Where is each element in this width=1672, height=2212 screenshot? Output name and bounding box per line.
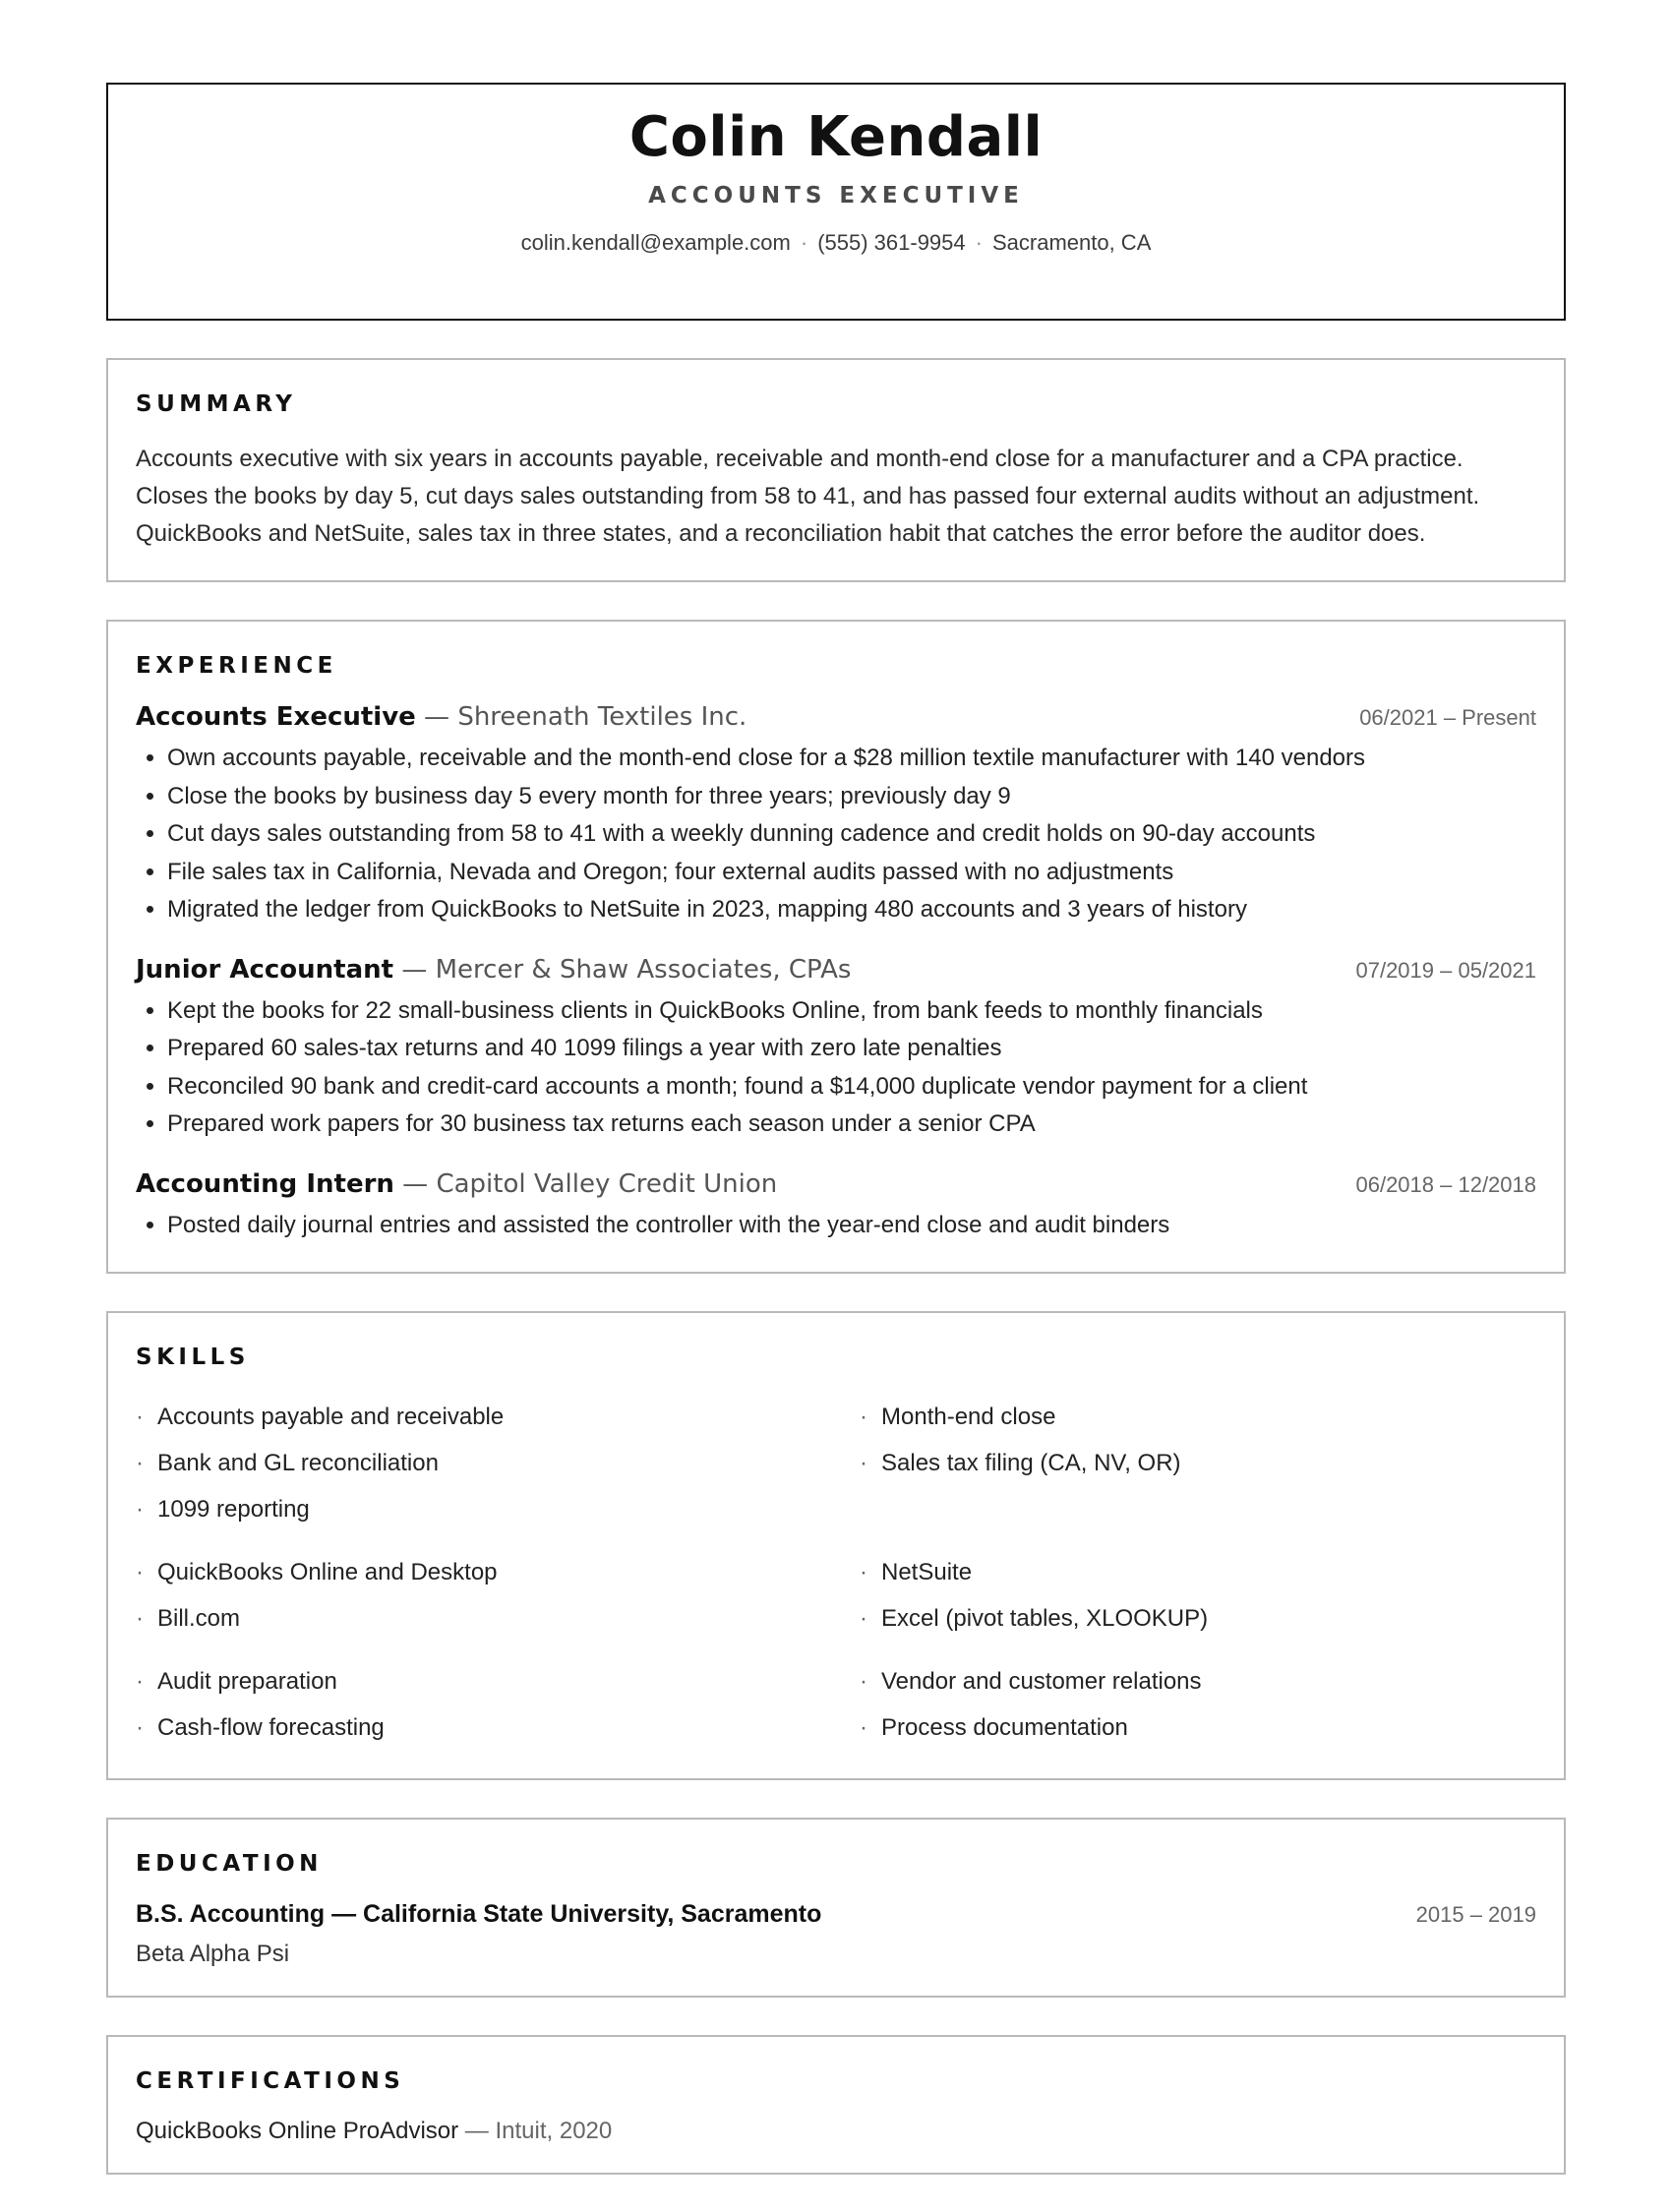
skill-group-gap	[136, 1642, 1583, 1658]
bullet-dot: ·	[136, 1404, 144, 1430]
bullet-dot: ·	[860, 1450, 867, 1476]
skill-label: 1099 reporting	[157, 1496, 310, 1523]
education-entry	[136, 1900, 1536, 1929]
job-bullet: • Posted daily journal entries and assisted the controller with the year-end close and audit binders	[167, 1207, 1536, 1245]
bullet-dot: ·	[136, 1559, 144, 1585]
job-dates: 06/2021 – Present	[1359, 705, 1536, 730]
bullet-dot: ·	[136, 1668, 144, 1695]
skill-item	[136, 1394, 860, 1440]
education-honor: Beta Alpha Psi	[136, 1941, 290, 1967]
skills-section	[106, 1311, 1566, 1780]
section-heading-summary: SUMMARY	[136, 391, 297, 417]
bullet-dot: ·	[136, 1714, 144, 1741]
skill-item	[860, 1440, 1583, 1486]
job-dates: 07/2019 – 05/2021	[1355, 957, 1536, 983]
job-bullet: • Prepared work papers for 30 business tax returns each season under a senior CPA	[167, 1106, 1536, 1144]
job-title-line	[136, 702, 746, 732]
candidate-name: Colin Kendall	[628, 105, 1044, 169]
skill-label: QuickBooks Online and Desktop	[157, 1559, 498, 1585]
skill-item	[136, 1486, 860, 1532]
summary-text: Accounts executive with six years in accounts payable, receivable and month-end close for a manufacturer and a CPA practice. Closes the books by day 5, cut days sales outstanding from 58 to 41, and has passed four external audits without an adjustment. QuickBooks and NetSuite, sales tax in three states, and a reconciliation habit that catches the error before the auditor does.	[136, 446, 1480, 547]
job-entry	[136, 955, 1536, 1144]
job-title: Junior Accountant	[136, 954, 394, 985]
job-bullets	[136, 1207, 1536, 1245]
job-bullets	[136, 740, 1536, 929]
summary-section	[106, 358, 1566, 582]
resume-page	[106, 83, 1566, 2212]
skill-item	[860, 1595, 1583, 1642]
email-link[interactable]: colin.kendall@example.com	[520, 230, 791, 255]
section-heading-certifications: CERTIFICATIONS	[136, 2068, 405, 2094]
skill-label: Vendor and customer relations	[881, 1668, 1202, 1695]
skill-label: Audit preparation	[157, 1668, 337, 1695]
job-header	[136, 702, 1536, 732]
job-employer: — Capitol Valley Credit Union	[393, 1168, 778, 1199]
certification-issuer: — Intuit, 2020	[458, 2118, 613, 2144]
bullet-dot: ·	[860, 1668, 867, 1695]
skill-item	[860, 1549, 1583, 1595]
certification-list	[136, 2118, 1536, 2145]
phone-number[interactable]: (555) 361-9954	[817, 230, 966, 255]
bullet-dot: ·	[860, 1605, 867, 1632]
job-bullet: • Own accounts payable, receivable and the month-end close for a $28 million textile manufacturer with 140 vendors	[167, 740, 1536, 778]
skill-item	[136, 1658, 860, 1704]
job-employer: — Mercer & Shaw Associates, CPAs	[393, 954, 852, 985]
job-title: Accounts Executive	[136, 702, 416, 732]
job-entry	[136, 702, 1536, 929]
job-bullet: • Prepared 60 sales-tax returns and 40 1099 filings a year with zero late penalties	[167, 1030, 1536, 1068]
candidate-title: ACCOUNTS EXECUTIVE	[648, 183, 1024, 209]
separator-dot: ·	[800, 230, 808, 255]
resume-header	[106, 83, 1566, 321]
skill-label: NetSuite	[881, 1559, 973, 1585]
skill-label: Cash-flow forecasting	[157, 1714, 385, 1741]
section-heading-experience: EXPERIENCE	[136, 653, 337, 679]
job-bullet: • Reconciled 90 bank and credit-card accounts a month; found a $14,000 duplicate vendor payment for a client	[167, 1068, 1536, 1106]
degree: B.S. Accounting — California State University, Sacramento	[136, 1900, 822, 1928]
bullet-dot: ·	[860, 1404, 867, 1430]
certifications-section	[106, 2035, 1566, 2175]
job-header	[136, 1169, 1536, 1199]
contact-line	[136, 230, 1536, 256]
skill-item	[860, 1704, 1583, 1751]
job-header	[136, 955, 1536, 985]
skill-label: Sales tax filing (CA, NV, OR)	[881, 1450, 1181, 1476]
skill-item	[860, 1394, 1583, 1440]
skill-item	[136, 1595, 860, 1642]
job-entry	[136, 1169, 1536, 1245]
location: Sacramento, CA	[991, 230, 1152, 255]
separator-dot: ·	[975, 230, 983, 255]
education-dates: 2015 – 2019	[1415, 1902, 1536, 1927]
bullet-dot: ·	[860, 1559, 867, 1585]
certification-name: QuickBooks Online ProAdvisor	[136, 2118, 459, 2144]
job-bullets	[136, 992, 1536, 1144]
skill-label: Month-end close	[881, 1404, 1056, 1430]
job-title: Accounting Intern	[136, 1168, 394, 1199]
job-title-line	[136, 1169, 777, 1199]
skill-item	[136, 1440, 860, 1486]
bullet-dot: ·	[136, 1450, 144, 1476]
job-dates: 06/2018 – 12/2018	[1355, 1171, 1536, 1197]
certification-entry	[136, 2118, 1536, 2145]
skill-item	[136, 1549, 860, 1595]
job-bullet: • File sales tax in California, Nevada and Oregon; four external audits passed with no adjustments	[167, 854, 1536, 892]
job-bullet: • Kept the books for 22 small-business clients in QuickBooks Online, from bank feeds to monthly financials	[167, 992, 1536, 1031]
bullet-dot: ·	[136, 1605, 144, 1632]
job-bullet: • Migrated the ledger from QuickBooks to NetSuite in 2023, mapping 480 accounts and 3 years of history	[167, 891, 1536, 929]
skill-label: Bank and GL reconciliation	[157, 1450, 439, 1476]
job-list	[136, 702, 1536, 1244]
skill-item	[136, 1704, 860, 1751]
experience-section	[106, 620, 1566, 1274]
skill-label: Bill.com	[157, 1605, 241, 1632]
skill-group-gap	[136, 1532, 1583, 1549]
section-heading-skills: SKILLS	[136, 1345, 250, 1370]
education-section	[106, 1818, 1566, 1998]
skill-item	[860, 1658, 1583, 1704]
skill-label: Excel (pivot tables, XLOOKUP)	[881, 1605, 1209, 1632]
job-title-line	[136, 955, 851, 985]
job-bullet: • Close the books by business day 5 every month for three years; previously day 9	[167, 778, 1536, 816]
section-heading-education: EDUCATION	[136, 1851, 323, 1877]
skill-label: Process documentation	[881, 1714, 1128, 1741]
bullet-dot: ·	[860, 1714, 867, 1741]
job-bullet: • Cut days sales outstanding from 58 to 41 with a weekly dunning cadence and credit holds on 90-day accounts	[167, 815, 1536, 854]
bullet-dot: ·	[136, 1496, 144, 1523]
skill-label: Accounts payable and receivable	[157, 1404, 505, 1430]
skills-grid	[136, 1394, 1536, 1751]
job-employer: — Shreenath Textiles Inc.	[415, 702, 747, 732]
